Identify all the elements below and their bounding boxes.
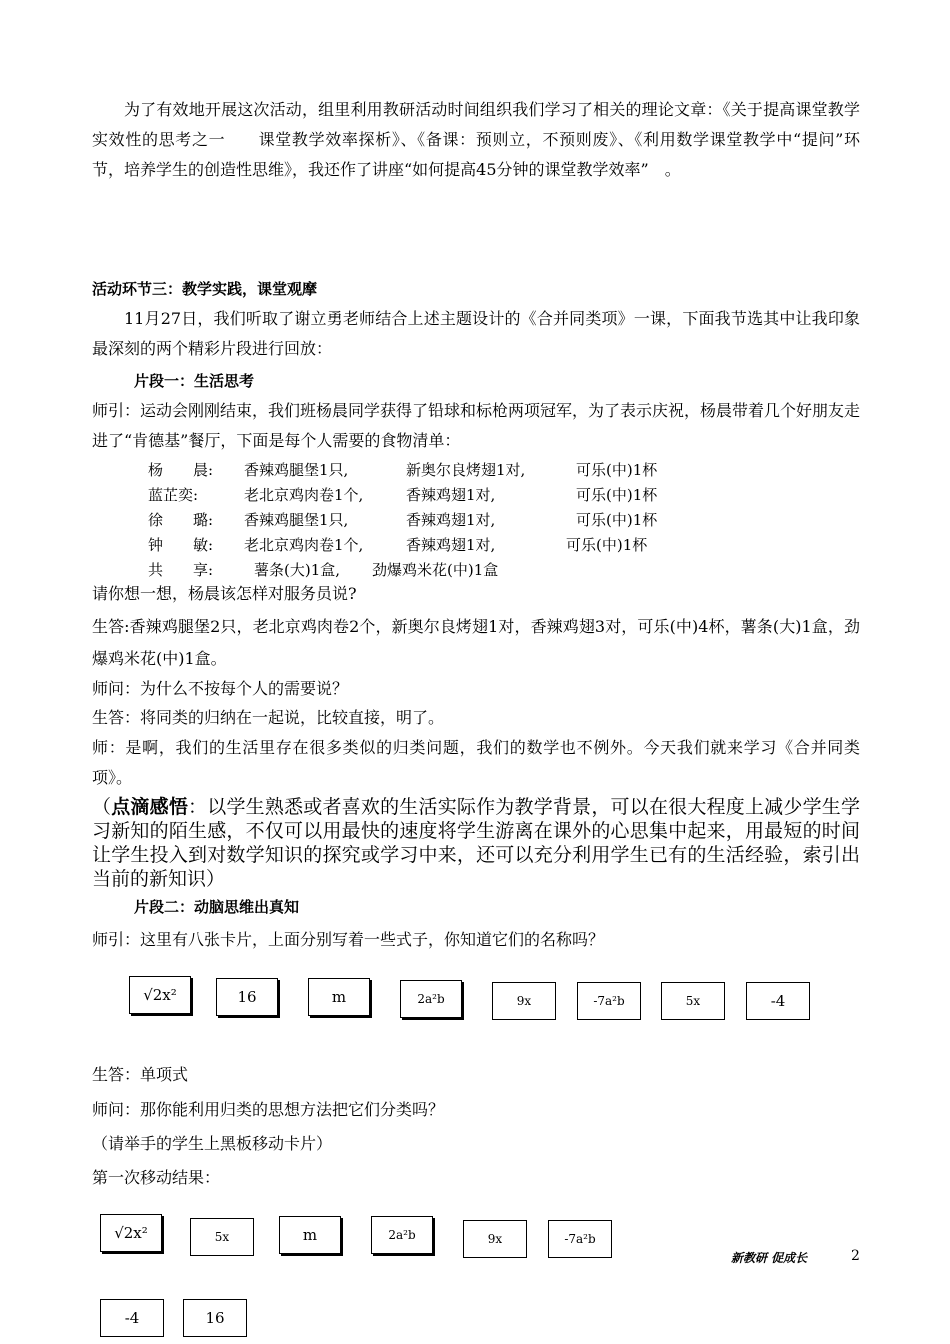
menu-item: 薯条(大)1盒,	[254, 561, 341, 579]
expression-card[interactable]: 2a²b	[371, 1216, 433, 1254]
footer-slogan: 新教研 促成长	[731, 1251, 808, 1265]
expression-card[interactable]: -4	[100, 1299, 164, 1337]
expression-card[interactable]: √2x²	[100, 1214, 162, 1252]
menu-name: 杨 晨:	[148, 461, 214, 479]
expression-card[interactable]: m	[308, 978, 370, 1016]
menu-item: 香辣鸡翅1对,	[406, 536, 496, 554]
intro-paragraph: 为了有效地开展这次活动，组里利用教研活动时间组织我们学习了相关的理论文章：《关于提高课堂教学实效性的思考之一 课堂教学效率探析》、《备课：预则立，不预则废》、《利用数学课堂教学中“提问”环节，培养学生的创造性思维》，我还作了讲座“如何提高45分钟的课堂教学效率” 。	[92, 100, 860, 179]
menu-name: 蓝芷奕:	[148, 486, 199, 504]
expression-card[interactable]: 16	[216, 978, 278, 1016]
fragment2-teacher-intro: 师引：这里有八张卡片，上面分别写着一些式子，你知道它们的名称吗？	[92, 930, 605, 949]
fragment2-first-move: 第一次移动结果：	[92, 1168, 221, 1187]
fragment1-title: 片段一：生活思考	[134, 372, 255, 390]
menu-item: 可乐(中)1杯	[576, 461, 658, 479]
fragment2-instruction: （请举手的学生上黑板移动卡片）	[92, 1134, 333, 1153]
expression-card[interactable]: 16	[183, 1299, 247, 1337]
menu-item: 老北京鸡肉卷1个,	[244, 486, 364, 504]
comment-text: ：以学生熟悉或者喜欢的生活实际作为教学背景，可以在很大程度上减少学生学习新知的陌生感，不仅可以用最快的速度将学生游离在课外的心思集中起来，用最短的时间让学生投入到对数学知识的探究或学习中来，还可以充分利用学生已有的生活经验，索引出当前的新知识）	[92, 796, 860, 890]
expression-card[interactable]: -7a²b	[548, 1220, 612, 1258]
menu-item: 老北京鸡肉卷1个,	[244, 536, 364, 554]
comment-block	[92, 795, 860, 891]
expression-card[interactable]: 5x	[190, 1218, 254, 1256]
expression-card[interactable]: 9x	[492, 982, 556, 1020]
menu-item: 香辣鸡翅1对,	[406, 486, 496, 504]
expression-card[interactable]: -4	[746, 982, 810, 1020]
section-heading: 活动环节三：教学实践，课堂观摩	[92, 280, 318, 298]
menu-item: 可乐(中)1杯	[576, 511, 658, 529]
expression-card[interactable]: -7a²b	[577, 982, 641, 1020]
expression-card[interactable]: 2a²b	[400, 980, 462, 1018]
fragment1-teacher-summary: 师：是啊，我们的生活里存在很多类似的归类问题，我们的数学也不例外。今天我们就来学习《合并同类项》。	[92, 738, 860, 787]
fragment2-title: 片段二：动脑思维出真知	[134, 898, 300, 916]
fragment1-question: 请你想一想，杨晨该怎样对服务员说?	[92, 584, 357, 603]
menu-name: 钟 敏:	[148, 536, 214, 554]
page-number: 2	[851, 1248, 860, 1264]
menu-item: 可乐(中)1杯	[566, 536, 648, 554]
menu-item: 劲爆鸡米花(中)1盒	[372, 561, 499, 579]
fragment1-teacher-question: 师问：为什么不按每个人的需要说？	[92, 679, 349, 698]
fragment1-teacher-intro: 师引：运动会刚刚结束，我们班杨晨同学获得了铅球和标枪两项冠军，为了表示庆祝，杨晨带着几个好朋友走进了“肯德基”餐厅，下面是每个人需要的食物清单：	[92, 401, 861, 450]
menu-item: 香辣鸡翅1对,	[406, 511, 496, 529]
fragment1-student-answer: 生答:香辣鸡腿堡2只，老北京鸡肉卷2个，新奥尔良烤翅1对，香辣鸡翅3对，可乐(中)4杯，薯条(大)1盒，劲爆鸡米花(中)1盒。	[92, 617, 860, 668]
expression-card[interactable]: m	[279, 1216, 341, 1254]
comment-open: （	[92, 796, 112, 818]
expression-card[interactable]: 9x	[463, 1220, 527, 1258]
menu-item: 新奥尔良烤翅1对,	[406, 461, 526, 479]
expression-card[interactable]: √2x²	[129, 976, 191, 1014]
menu-name: 徐 璐:	[148, 511, 214, 529]
menu-name: 共 享:	[148, 561, 214, 579]
fragment2-student-answer: 生答：单项式	[92, 1065, 189, 1084]
fragment1-student-answer2: 生答：将同类的归纳在一起说，比较直接，明了。	[92, 708, 445, 727]
menu-item: 可乐(中)1杯	[576, 486, 658, 504]
expression-card[interactable]: 5x	[661, 982, 725, 1020]
section-paragraph: 11月27日，我们听取了谢立勇老师结合上述主题设计的《合并同类项》一课，下面我节选其中让我印象最深刻的两个精彩片段进行回放：	[92, 309, 860, 358]
menu-item: 香辣鸡腿堡1只,	[244, 461, 349, 479]
comment-label: 点滴感悟	[111, 796, 189, 818]
fragment2-teacher-question: 师问：那你能利用归类的思想方法把它们分类吗？	[92, 1100, 445, 1119]
menu-item: 香辣鸡腿堡1只,	[244, 511, 349, 529]
